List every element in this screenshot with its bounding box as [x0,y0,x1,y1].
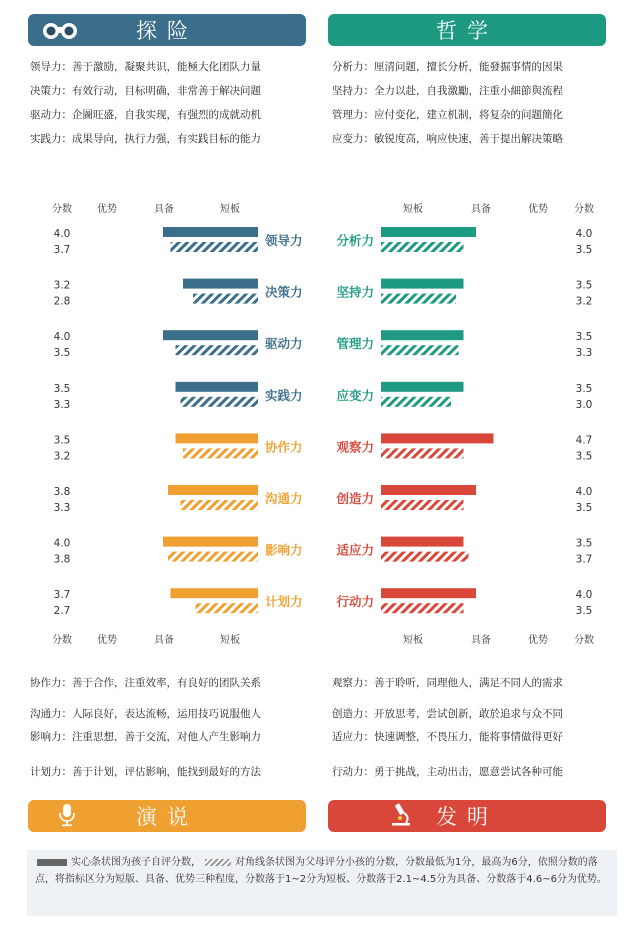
bar-parent-分析力 [381,242,464,252]
score-self-分析力: 4.0 [575,228,593,240]
header-right-short-bottom: 短板 [403,635,423,646]
bar-self-决策力 [183,279,258,289]
label-行动力: 行动力 [336,594,374,610]
bar-parent-驱动力 [176,345,259,355]
dual-bar-chart [0,190,636,650]
label-坚持力: 坚持力 [336,284,374,300]
bar-self-沟通力 [168,485,258,495]
bar-parent-决策力 [193,294,258,304]
desc-analysis: 分析力：厘清问题，擅长分析，能發掘事情的因果 [332,61,563,73]
bar-parent-行动力 [381,603,464,613]
desc-leadership: 领导力：善于激励，凝聚共识，能極大化团队力量 [30,61,261,73]
label-管理力: 管理力 [336,336,374,352]
bar-parent-沟通力 [181,500,259,510]
header-left-advantage-bottom: 优势 [97,635,117,646]
bar-self-驱动力 [163,330,258,340]
score-parent-行动力: 3.5 [575,605,593,618]
label-驱动力: 驱动力 [265,336,303,352]
hatched-bar-swatch [205,859,231,866]
score-parent-沟通力: 3.3 [53,502,71,514]
header-right-have-bottom: 具备 [471,635,491,646]
score-parent-决策力: 2.8 [53,295,71,308]
solid-bar-swatch [37,859,67,866]
score-parent-计划力: 2.7 [53,605,71,618]
score-parent-管理力: 3.3 [575,347,593,360]
header-left-short-top: 短板 [220,204,240,215]
bar-parent-协作力 [183,448,258,458]
label-实践力: 实践力 [265,387,303,403]
score-self-适应力: 3.5 [575,537,593,550]
score-parent-创造力: 3.5 [575,502,593,514]
score-parent-分析力: 3.5 [575,244,593,256]
desc-practice: 实践力：成果导向，执行力强，有实践目标的能力 [30,133,261,145]
microphone-icon [48,803,88,827]
desc-drive: 驱动力：企圖旺盛，自我实现，有强烈的成就动机 [30,109,261,121]
label-影响力: 影响力 [265,542,303,558]
score-self-观察力: 4.7 [575,434,593,447]
label-观察力: 观察力 [336,439,374,455]
label-沟通力: 沟通力 [265,491,303,506]
score-self-管理力: 3.5 [575,331,593,344]
score-parent-观察力: 3.5 [575,450,593,463]
banner-invention [328,800,606,832]
label-分析力: 分析力 [336,233,374,248]
bar-self-计划力 [171,588,259,598]
bar-self-协作力 [176,433,259,443]
score-self-实践力: 3.5 [53,382,71,395]
banner-philosophy-title: 哲学 [436,19,498,43]
header-right-advantage-bottom: 优势 [528,635,548,646]
desc-observation: 观察力：善于聆听，同理他人，满足不同人的需求 [332,677,563,689]
bar-parent-领导力 [171,242,259,252]
score-self-领导力: 4.0 [53,228,71,240]
bar-self-观察力 [381,433,494,443]
bar-self-创造力 [381,485,476,495]
bar-self-行动力 [381,588,476,598]
desc-action: 行动力：勇于挑战，主动出击，愿意尝试各种可能 [332,766,563,778]
header-left-score-bottom: 分数 [52,635,72,646]
header-right-score-top: 分数 [574,204,594,215]
desc-persistence: 坚持力：全力以赴，自我激勵，注重小細節與流程 [332,85,563,97]
score-parent-适应力: 3.7 [575,553,593,566]
label-应变力: 应变力 [336,387,374,403]
desc-communication: 沟通力：人际良好，表达流畅，运用技巧说服他人 [30,708,261,720]
bar-parent-实践力 [181,397,259,407]
microscope-icon [380,803,420,827]
note-solid-text: 实心条状图为孩子自评分数， [71,857,201,868]
binoculars-icon [40,18,80,42]
desc-collaboration: 协作力：善于合作，注重效率，有良好的团队关系 [30,677,261,689]
header-left-have-bottom: 具备 [154,635,174,646]
score-parent-影响力: 3.8 [53,553,71,566]
score-self-创造力: 4.0 [575,486,593,498]
label-决策力: 决策力 [265,284,303,300]
header-left-advantage-top: 优势 [97,204,117,215]
banner-philosophy [328,14,606,46]
bar-parent-坚持力 [381,294,456,304]
bar-self-管理力 [381,330,464,340]
score-self-驱动力: 4.0 [53,331,71,344]
bar-parent-适应力 [381,552,469,562]
banner-explore [28,14,306,46]
bar-self-领导力 [163,227,258,237]
bar-self-分析力 [381,227,476,237]
label-创造力: 创造力 [336,491,374,506]
score-self-行动力: 4.0 [575,589,593,602]
score-parent-领导力: 3.7 [53,244,71,256]
bar-self-实践力 [176,382,259,392]
bar-self-影响力 [163,537,258,547]
bar-parent-创造力 [381,500,464,510]
score-self-决策力: 3.2 [53,279,71,292]
score-self-应变力: 3.5 [575,382,593,395]
bar-self-应变力 [381,382,464,392]
score-self-协作力: 3.5 [53,434,71,447]
label-协作力: 协作力 [265,439,303,455]
header-left-have-top: 具备 [154,204,174,215]
header-left-short-bottom: 短板 [220,635,240,646]
label-领导力: 领导力 [265,233,303,248]
score-self-影响力: 4.0 [53,537,71,550]
header-right-score-bottom: 分数 [574,635,594,646]
label-适应力: 适应力 [336,542,374,558]
bar-parent-影响力 [168,552,258,562]
note-hatch-text: 对角线条状图为父母评分小孩的分数，分数最低为1分，最高为6分，依照分数的落点，将指标区分为短版、具备、优势三种程度，分数落于1~2分为短板、分数落于2.1~4.5分为具备、分数落于4.6~6分为优势。 [35,857,607,885]
desc-planning: 计划力：善于计划，评估影响，能找到最好的方法 [30,766,261,778]
score-self-计划力: 3.7 [53,589,71,602]
score-parent-驱动力: 3.5 [53,347,71,360]
header-left-score-top: 分数 [52,204,72,215]
header-right-advantage-top: 优势 [528,204,548,215]
desc-decision: 决策力：有效行动，目标明确，非常善于解决问题 [30,85,261,97]
banner-explore-title: 探险 [136,19,198,43]
score-self-沟通力: 3.8 [53,486,71,498]
banner-speech-title: 演说 [136,805,198,829]
label-计划力: 计划力 [265,594,303,610]
score-parent-协作力: 3.2 [53,450,71,463]
desc-creativity: 创造力：开放思考，尝试创新，敢於追求与众不同 [332,708,563,720]
desc-adaptability: 应变力：敏锐度高，响应快速，善于提出解决策略 [332,133,563,145]
desc-influence: 影响力：注重思想，善于交流，对他人产生影响力 [30,731,261,743]
legend-note [27,850,617,916]
banner-invention-title: 发明 [436,805,498,829]
score-parent-应变力: 3.0 [575,398,593,411]
score-parent-坚持力: 3.2 [575,295,593,308]
bar-self-适应力 [381,537,464,547]
bar-parent-管理力 [381,345,459,355]
banner-speech [28,800,306,832]
header-right-have-top: 具备 [471,204,491,215]
bar-parent-应变力 [381,397,451,407]
score-parent-实践力: 3.3 [53,398,71,411]
bar-parent-计划力 [196,603,259,613]
desc-adaptation: 适应力：快速调整，不畏压力，能将事情做得更好 [332,731,563,743]
score-self-坚持力: 3.5 [575,279,593,292]
bar-parent-观察力 [381,448,464,458]
bar-self-坚持力 [381,279,464,289]
desc-management: 管理力：应付变化，建立机制，将复杂的问题簡化 [332,109,563,121]
header-right-short-top: 短板 [403,204,423,215]
